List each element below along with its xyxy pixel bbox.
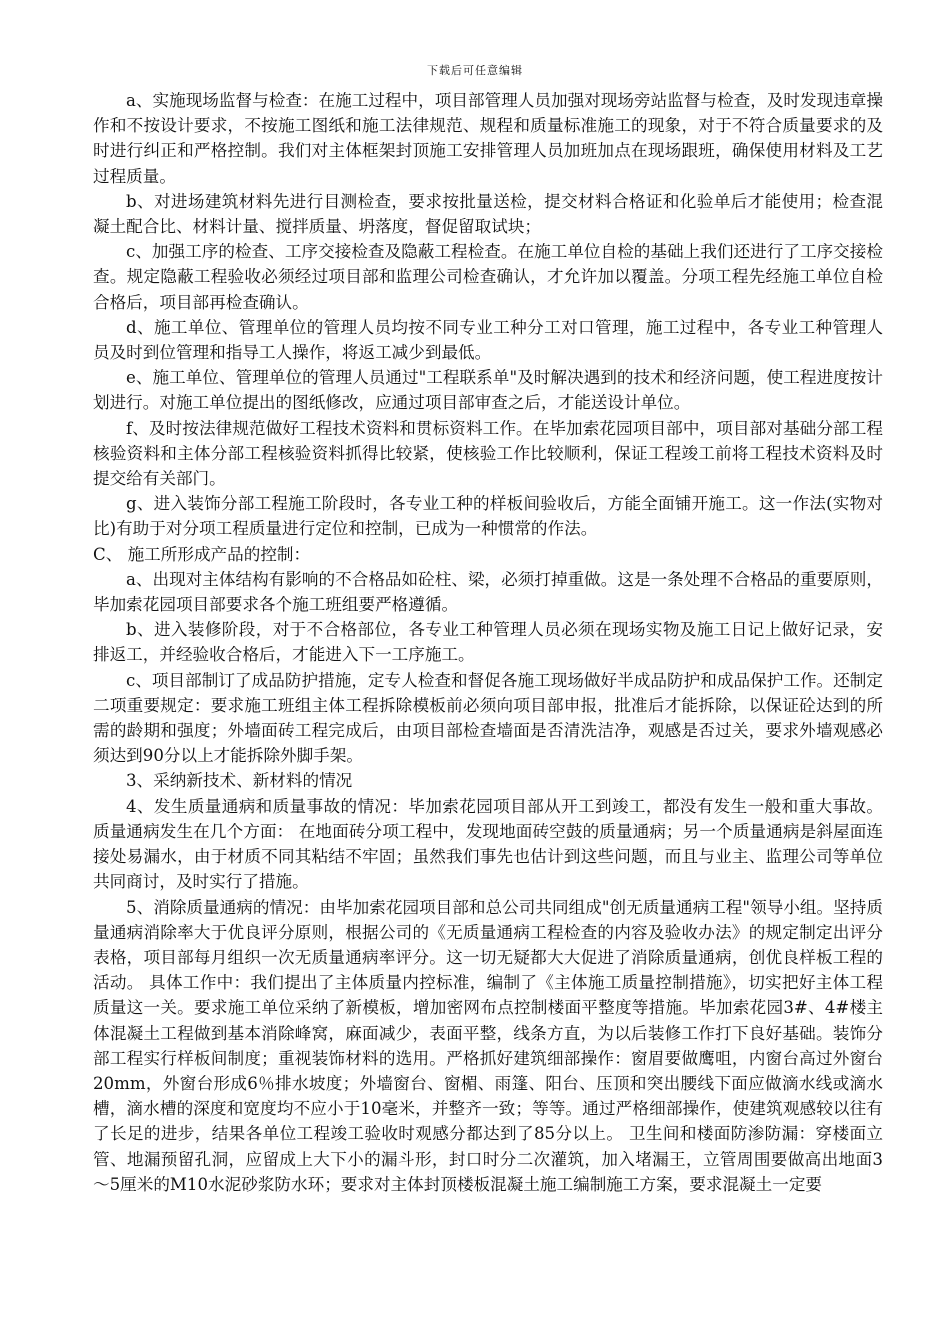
paragraph-c: c、加强工序的检查、工序交接检查及隐蔽工程检查。在施工单位自检的基础上我们还进行了工序交接检查。规定隐蔽工程验收必须经过项目部和监理公司检查确认，才允许加以覆盖。分项工程先经施工单位自检合格后，项目部再检查确认。 [93,242,883,312]
paragraph-e: e、施工单位、管理单位的管理人员通过"工程联系单"及时解决遇到的技术和经济问题，使工程进度按计划进行。对施工单位提出的图纸修改，应通过项目部审查之后，才能送设计单位。 [93,368,883,413]
paragraph-section-3: 3、采纳新技术、新材料的情况 [126,771,353,791]
paragraph-section-5: 5、消除质量通病的情况：由毕加索花园项目部和总公司共同组成"创无质量通病工程"领导小组。坚持质量通病消除率大于优良评分原则，根据公司的《无质量通病工程检查的内容及验收办法》的规定制定出评分表格，项目部每月组织一次无质量通病率评分。这一切无疑都大大促进了消除质量通病，创优良样板工程的活动。 具体工作中：我们提出了主体质量内控标准，编制了《主体施工质量控制措施》，切实把好主体工程质量这一关。要求施工单位采纳了新模板，增加密网布点控制楼面平整度等措施。毕加索花园3#、4#楼主体混凝土工程做到基本消除峰窝，麻面减少，表面平整，线条方直，为以后装修工作打下良好基础。装饰分部工程实行样板间制度；重视装饰材料的选用。严格抓好建筑细部操作：窗眉要做鹰咀，内窗台高过外窗台20mm，外窗台形成6％排水坡度；外墙窗台、窗楣、雨篷、阳台、压顶和突出腰线下面应做滴水线或滴水槽，滴水槽的深度和宽度均不应小于10毫米，并整齐一致；等等。通过严格细部操作，使建筑观感较以往有了长足的进步，结果各单位工程竣工验收时观感分都达到了85分以上。 卫生间和楼面防渗防漏：穿楼面立管、地漏预留孔洞，应留成上大下小的漏斗形，封口时分二次灌筑，加入堵漏王，立管周围要做高出地面3～5厘米的M10水泥砂浆防水环；要求对主体封顶楼板混凝土施工编制施工方案，要求混凝土一定要 [93,897,883,1194]
section-heading-product-control: C、 施工所形成产品的控制： [93,544,311,564]
paragraph-product-c: c、项目部制订了成品防护措施，定专人检查和督促各施工现场做好半成品防护和成品保护工作。还制定二项重要规定：要求施工班组主体工程拆除模板前必须向项目部申报，批准后才能拆除，以保证砼达到的所需的龄期和强度；外墙面砖工程完成后，由项目部检查墙面是否清洗洁净，观感是否过关，要求外墙观感必须达到90分以上才能拆除外脚手架。 [93,670,883,766]
paragraph-section-4: 4、发生质量通病和质量事故的情况：毕加索花园项目部从开工到竣工，都没有发生一般和重大事故。 质量通病发生在几个方面： 在地面砖分项工程中，发现地面砖空鼓的质量通病；另一个质量通病是斜屋面连接处易漏水，由于材质不同其粘结不牢固；虽然我们事先也估计到这些问题，而且与业主、监理公司等单位共同商讨，及时实行了措施。 [93,796,883,892]
paragraph-product-a: a、出现对主体结构有影响的不合格品如砼柱、梁，必须打掉重做。这是一条处理不合格品的重要原则，毕加索花园项目部要求各个施工班组要严格遵循。 [93,569,883,615]
paragraph-b: b、对进场建筑材料先进行目测检查，要求按批量送检，提交材料合格证和化验单后才能使用；检查混凝土配合比、材料计量、搅拌质量、坍落度，督促留取试块； [93,191,883,237]
paragraph-product-b: b、进入装修阶段，对于不合格部位，各专业工种管理人员必须在现场实物及施工日记上做好记录，安排返工，并经验收合格后，才能进入下一工序施工。 [93,620,883,665]
paragraph-f: f、及时按法律规范做好工程技术资料和贯标资料工作。在毕加索花园项目部中，项目部对基础分部工程核验资料和主体分部工程核验资料抓得比较紧，使核验工作比较顺利，保证工程竣工前将工程技术资料及时提交给有关部门。 [93,418,883,489]
document-body [93,88,883,1197]
page-header: 下载后可任意编辑 [427,64,523,77]
paragraph-a: a、实施现场监督与检查：在施工过程中，项目部管理人员加强对现场旁站监督与检查，及时发现违章操作和不按设计要求，不按施工图纸和施工法律规范、规程和质量标准施工的现象，对于不符合质量要求的及时进行纠正和严格控制。我们对主体框架封顶施工安排管理人员加班加点在现场跟班，确保使用材料及工艺过程质量。 [93,91,883,186]
paragraph-d: d、施工单位、管理单位的管理人员均按不同专业工种分工对口管理，施工过程中，各专业工种管理人员及时到位管理和指导工人操作，将返工减少到最低。 [93,317,883,363]
paragraph-g: g、进入装饰分部工程施工阶段时，各专业工种的样板间验收后，方能全面铺开施工。这一作法(实物对比)有助于对分项工程质量进行定位和控制，已成为一种惯常的作法。 [93,494,883,539]
